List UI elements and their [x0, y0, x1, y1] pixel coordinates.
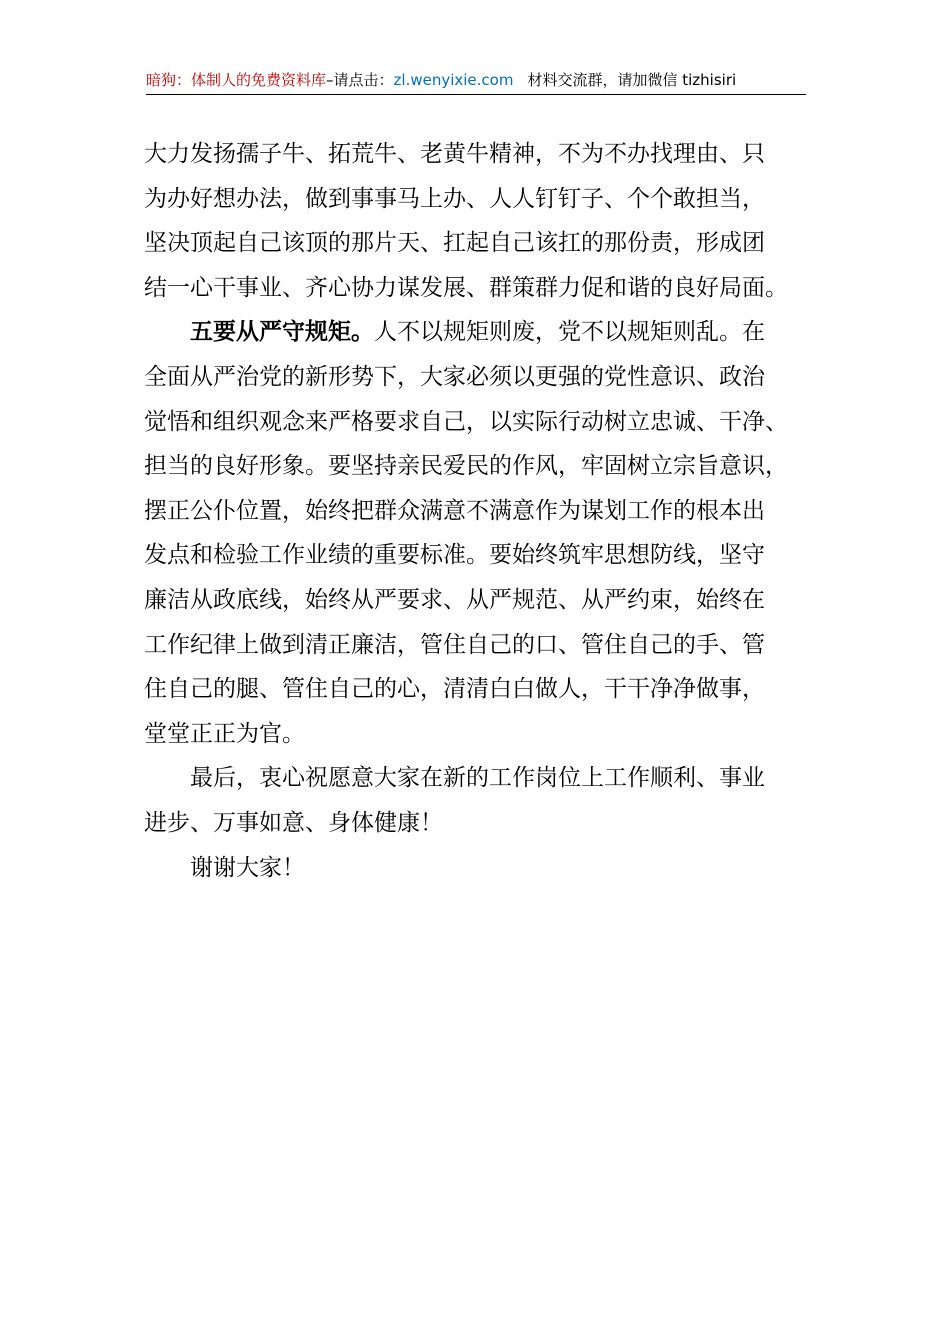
- document-body: [144, 132, 810, 890]
- thanks-line: 谢谢大家！: [190, 854, 305, 881]
- body-line: 摆正公仆位置，始终把群众满意不满意作为谋划工作的根本出: [144, 497, 765, 524]
- body-line: 廉洁从政底线，始终从严要求、从严规范、从严约束，始终在: [144, 586, 765, 613]
- body-line: 住自己的腿、管住自己的心，清清白白做人，干干净净做事，: [144, 676, 765, 703]
- section-5-first-line: [144, 310, 810, 355]
- body-line: 工作纪律上做到清正廉洁，管住自己的口、管住自己的手、管: [144, 631, 765, 658]
- body-line: 担当的良好形象。要坚持亲民爱民的作风，牢固树立宗旨意识，: [144, 453, 788, 480]
- body-line: 堂堂正正为官。: [144, 720, 305, 747]
- body-line: 发点和检验工作业绩的重要标准。要始终筑牢思想防线，坚守: [144, 542, 765, 569]
- closing-line: 最后，衷心祝愿意大家在新的工作岗位上工作顺利、事业: [190, 765, 765, 792]
- site-url-link[interactable]: zl.wenyixie.com: [393, 71, 514, 89]
- body-line: 结一心干事业、齐心协力谋发展、群策群力促和谐的良好局面。: [144, 274, 788, 301]
- body-line: 为办好想办法，做到事事马上办、人人钉钉子、个个敢担当，: [144, 185, 765, 212]
- body-line: 全面从严治党的新形势下，大家必须以更强的党性意识、政治: [144, 363, 765, 390]
- body-line: 大力发扬孺子牛、拓荒牛、老黄牛精神，不为不办找理由、只: [144, 141, 765, 167]
- group-contact: 材料交流群，请加微信 tizhisiri: [527, 71, 737, 89]
- closing-line: 进步、万事如意、身体健康！: [144, 809, 443, 836]
- body-line: 觉悟和组织观念来严格要求自己，以实际行动树立忠诚、干净、: [144, 408, 788, 435]
- click-prompt: –请点击：: [326, 71, 394, 89]
- section-5-lead: 人不以规矩则废，党不以规矩则乱。在: [374, 319, 765, 346]
- site-name: 暗狗：体制人的免费资料库: [146, 71, 327, 89]
- section-5-heading: 五要从严守规矩。: [190, 319, 374, 346]
- page-header: [146, 68, 806, 95]
- body-line: 坚决顶起自己该顶的那片天、扛起自己该扛的那份责，形成团: [144, 230, 765, 257]
